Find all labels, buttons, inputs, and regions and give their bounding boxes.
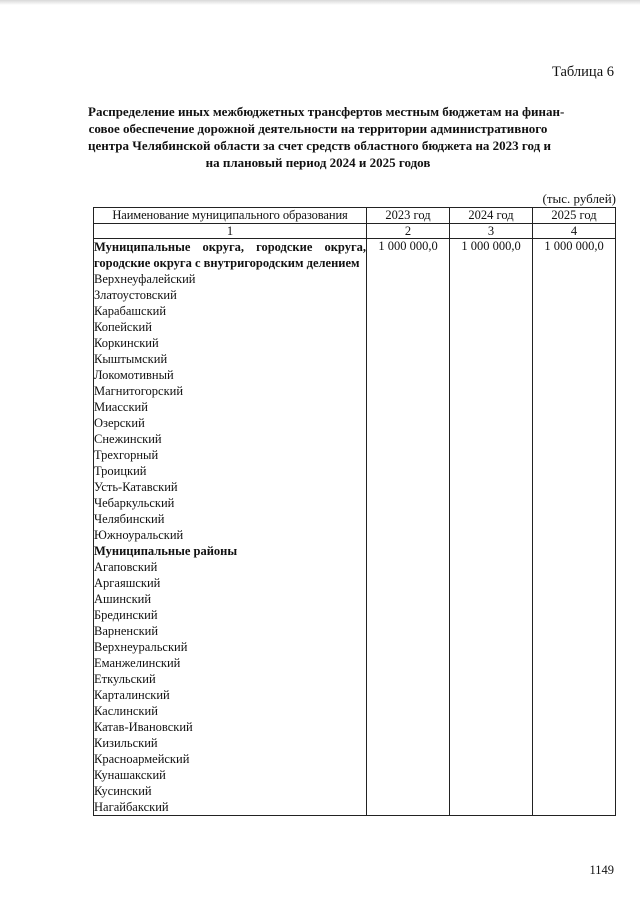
column-header-2023: 2023 год <box>367 208 450 224</box>
column-header-2024: 2024 год <box>450 208 533 224</box>
column-header-name: Наименование муниципального образования <box>94 208 367 224</box>
list-item: Коркинский <box>94 336 159 350</box>
column-header-2025: 2025 год <box>533 208 616 224</box>
list-item: Катав-Ивановский <box>94 720 193 734</box>
list-item: Магнитогорский <box>94 384 184 398</box>
list-item: Кунашакский <box>94 768 166 782</box>
list-item: Троицкий <box>94 464 147 478</box>
list-item: Нагайбакский <box>94 800 169 814</box>
group-items-municipal-okrugs <box>94 271 366 543</box>
title-line-4: на плановый период 2024 и 2025 годов <box>205 155 431 170</box>
list-item: Копейский <box>94 320 152 334</box>
title-line-2: совое обеспечение дорожной деятельности на территории административного <box>88 121 548 136</box>
title-line-1: Распределение иных межбюджетных трансфертов местным бюджетам на финан- <box>88 104 565 119</box>
list-item: Ашинский <box>94 592 152 606</box>
list-item: Брединский <box>94 608 158 622</box>
list-item: Златоустовский <box>94 288 177 302</box>
group-items-municipal-districts <box>94 559 366 815</box>
value-2023: 1 000 000,0 <box>367 239 450 816</box>
list-item: Варненский <box>94 624 159 638</box>
column-number-2: 2 <box>367 224 450 239</box>
list-item: Карабашский <box>94 304 167 318</box>
list-item: Усть-Катавский <box>94 480 178 494</box>
list-item: Кизильский <box>94 736 158 750</box>
column-number-4: 4 <box>533 224 616 239</box>
list-item: Еткульский <box>94 672 156 686</box>
list-item: Озерский <box>94 416 145 430</box>
group-title-municipal-districts: Муниципальные районы <box>94 544 238 558</box>
group-title-municipal-okrugs: Муниципальные округа, городские округа, городские округа с внутригородским делением <box>94 240 366 270</box>
list-item: Каслинский <box>94 704 158 718</box>
list-item: Чебаркульский <box>94 496 175 510</box>
page-number: 1149 <box>589 863 614 877</box>
column-number-row <box>94 224 616 239</box>
list-item: Снежинский <box>94 432 162 446</box>
list-item: Красноармейский <box>94 752 190 766</box>
scan-edge-shadow <box>0 0 640 5</box>
table-label: Таблица 6 <box>551 64 614 80</box>
list-item: Локомотивный <box>94 368 174 382</box>
list-item: Трехгорный <box>94 448 159 462</box>
list-item: Кусинский <box>94 784 152 798</box>
municipality-names-cell <box>94 239 367 816</box>
list-item: Миасский <box>94 400 148 414</box>
list-item: Челябинский <box>94 512 165 526</box>
list-item: Карталинский <box>94 688 170 702</box>
value-2024: 1 000 000,0 <box>450 239 533 816</box>
list-item: Южноуральский <box>94 528 184 542</box>
list-item: Еманжелинский <box>94 656 181 670</box>
column-header-row <box>94 208 616 224</box>
list-item: Верхнеуфалейский <box>94 272 196 286</box>
list-item: Кыштымский <box>94 352 168 366</box>
title-line-3: центра Челябинской области за счет средств областного бюджета на 2023 год и <box>88 138 551 153</box>
column-number-1: 1 <box>94 224 367 239</box>
list-item: Агаповский <box>94 560 158 574</box>
list-item: Верхнеуральский <box>94 640 188 654</box>
units-label: (тыс. рублей) <box>542 191 616 206</box>
list-item: Аргаяшский <box>94 576 161 590</box>
document-title <box>88 103 565 171</box>
value-2025: 1 000 000,0 <box>533 239 616 816</box>
distribution-table <box>93 207 616 816</box>
table-body-row <box>94 239 616 816</box>
column-number-3: 3 <box>450 224 533 239</box>
